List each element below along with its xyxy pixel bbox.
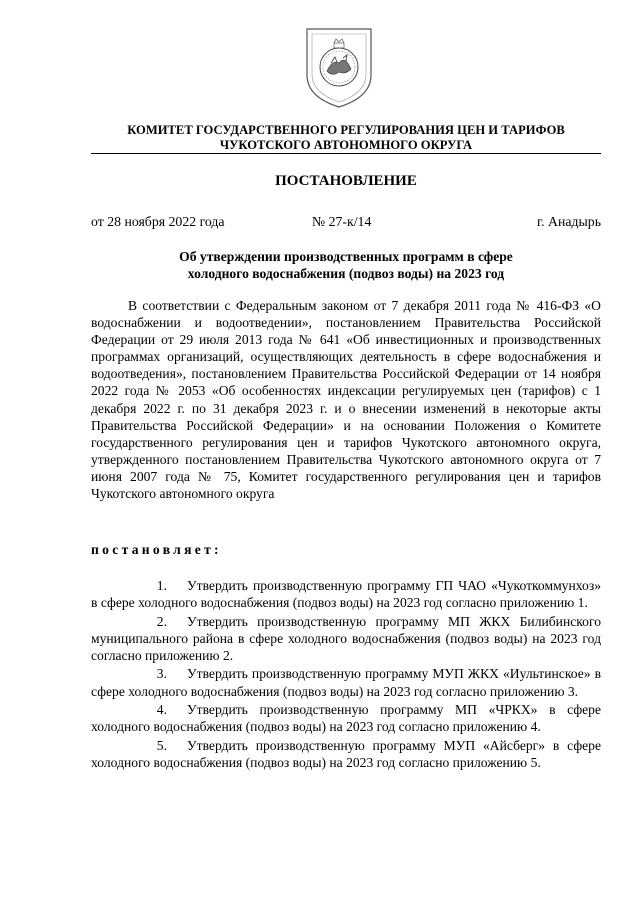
- resolution-items: [91, 577, 601, 773]
- committee-line-2: ЧУКОТСКОГО АВТОНОМНОГО ОКРУГА: [219, 138, 473, 152]
- resolution-item: [91, 737, 601, 771]
- subject-line-1: Об утверждении производственных программ в сфере: [179, 249, 513, 264]
- item-number: 2.: [156, 613, 167, 629]
- resolution-item: [91, 701, 601, 735]
- document-subject: [91, 248, 601, 282]
- document-title: ПОСТАНОВЛЕНИЕ: [275, 173, 417, 189]
- item-text: Утвердить производственную программу ГП ЧАО «Чукоткоммунхоз» в сфере холодного водоснабжения (подвоз воды) на 2023 год согласно приложению 1.: [91, 578, 601, 611]
- document-number: № 27-к/14: [312, 214, 372, 229]
- resolves-heading: постановляет:: [91, 542, 222, 557]
- item-number: 3.: [156, 666, 167, 682]
- item-text: Утвердить производственную программу МП ЖКХ Билибинского муниципального района в сфере холодного водоснабжения (подвоз воды) на 2023 год согласно приложению 2.: [91, 613, 601, 663]
- item-number: 4.: [156, 702, 167, 718]
- resolution-item: [91, 665, 601, 699]
- item-number: 1.: [156, 578, 167, 593]
- committee-line-1: КОМИТЕТ ГОСУДАРСТВЕННОГО РЕГУЛИРОВАНИЯ ЦЕН И ТАРИФОВ: [127, 123, 565, 137]
- document-date: от 28 ноября 2022 года: [91, 214, 225, 229]
- item-number: 5.: [156, 737, 167, 753]
- coat-of-arms-icon: [301, 25, 377, 109]
- subject-line-2: холодного водоснабжения (подвоз воды) на 2023 год: [187, 266, 505, 281]
- committee-name: [91, 123, 601, 153]
- item-text: Утвердить производственную программу МУП «Айсберг» в сфере холодного водоснабжения (подвоз воды) на 2023 год согласно приложению 5.: [91, 737, 601, 770]
- resolution-item: [91, 577, 601, 611]
- preamble-paragraph: В соответствии с Федеральным законом от 7 декабря 2011 года № 416-ФЗ «О водоснабжении и водоотведении», постановлением Правительства Российской Федерации от 29 июля 2013 года № 641 «Об инвестиционных и производственных программах организаций, осуществляющих деятельность в сфере водоснабжения и водоотведения», постановлением Правительства Российской Федерации от 14 ноября 2022 года № 2053 «Об особенностях индексации регулируемых цен (тарифов) с 1 декабря 2022 г. по 31 декабря 2023 г. и о внесении изменений в некоторые акты Правительства Российской Федерации» и на основании Положения о Комитете государственного регулирования цен и тарифов Чукотского автономного округа, утвержденного постановлением Правительства Чукотского автономного округа от 7 июня 2007 года № 75, Комитет государственного регулирования цен и тарифов Чукотского автономного округа: [91, 298, 601, 502]
- document-meta: [91, 213, 601, 231]
- resolution-item: [91, 613, 601, 664]
- header-divider: [91, 153, 601, 154]
- item-text: Утвердить производственную программу МУП ЖКХ «Иультинское» в сфере холодного водоснабжения (подвоз воды) на 2023 год согласно приложению 3.: [91, 666, 601, 699]
- document-place: г. Анадырь: [537, 214, 601, 229]
- item-text: Утвердить производственную программу МП «ЧРКХ» в сфере холодного водоснабжения (подвоз воды) на 2023 год согласно приложению 4.: [91, 702, 601, 735]
